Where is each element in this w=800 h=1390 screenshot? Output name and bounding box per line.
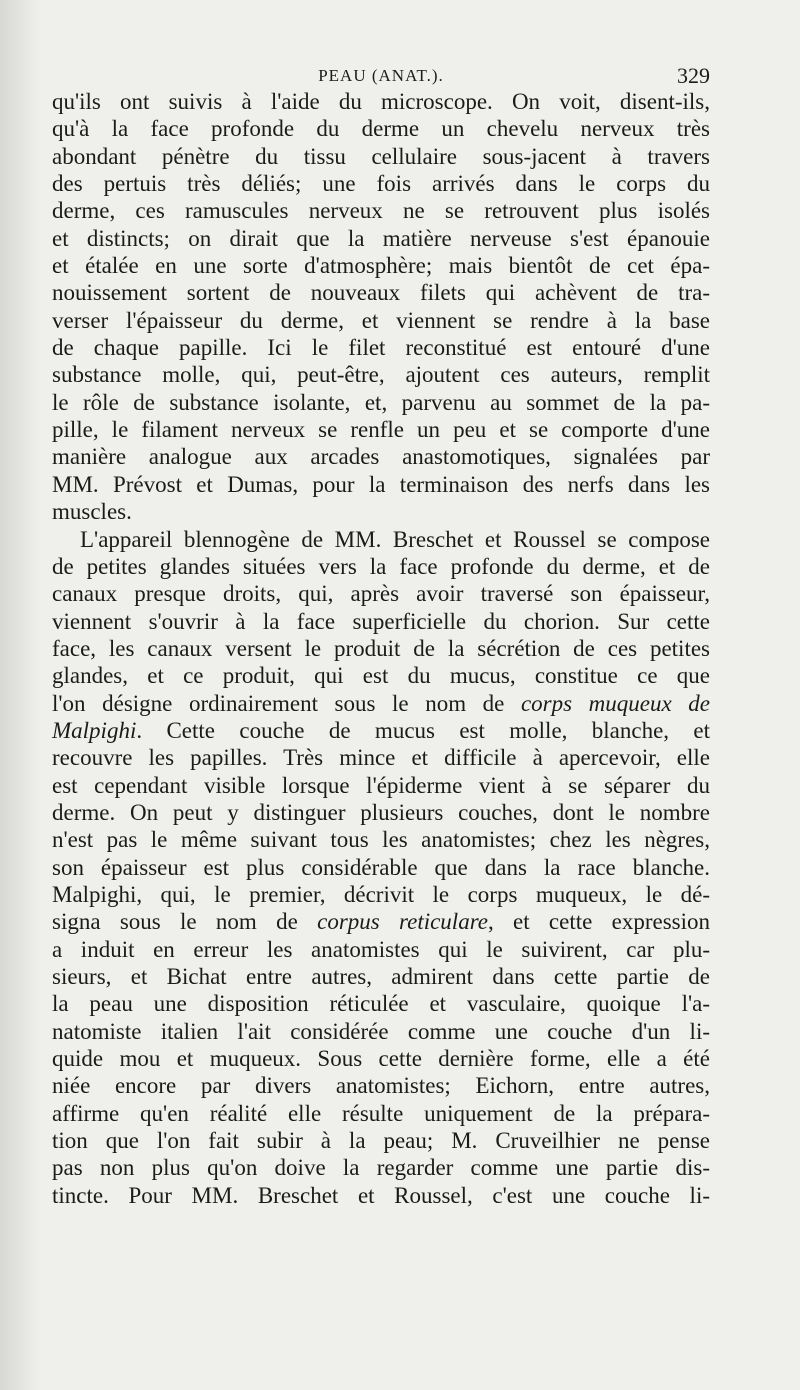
text-line: tion que l'on fait subir à la peau; M. Cruveilhier ne pense [52, 1128, 710, 1154]
text-line: et étalée en une sorte d'atmosphère; mais bientôt de cet épa- [52, 253, 710, 279]
text-line: Malpighi, qui, le premier, décrivit le corps muqueux, le dé- [52, 881, 710, 907]
text-line: qu'ils ont suivis à l'aide du microscope. On voit, disent-ils, [52, 89, 710, 114]
italic-term: corps muqueux de [520, 690, 710, 716]
text-line: face, les canaux versent le produit de la sécrétion de ces petites [52, 635, 710, 661]
text-line: affirme qu'en réalité elle résulte uniquement de la prépara- [52, 1100, 710, 1126]
text-line: verser l'épaisseur du derme, et viennent se rendre à la base [52, 307, 710, 333]
text-line: et distincts; on dirait que la matière nerveuse s'est épanouie [52, 225, 710, 251]
text-line: la peau une disposition réticulée et vasculaire, quoique l'a- [52, 991, 710, 1017]
text-line: L'appareil blennogène de MM. Breschet et Roussel se compose [80, 526, 710, 552]
text-line: nouissement sortent de nouveaux filets qui achèvent de tra- [52, 280, 710, 306]
text-line: MM. Prévost et Dumas, pour la terminaison des nerfs dans les [52, 471, 710, 497]
page-number: 329 [677, 63, 710, 88]
text-line [52, 908, 710, 935]
text-line: n'est pas le même suivant tous les anatomistes; chez les nègres, [52, 827, 710, 853]
text-segment: l'on désigne ordinairement sous le nom de [52, 690, 521, 716]
text-line: derme. On peut y distinguer plusieurs couches, dont le nombre [52, 799, 710, 825]
text-line: le rôle de substance isolante, et, parvenu au sommet de la pa- [52, 389, 710, 415]
text-line: abondant pénètre du tissu cellulaire sous-jacent à travers [52, 143, 710, 169]
text-line: glandes, et ce produit, qui est du mucus, constitue ce que [52, 663, 710, 689]
paragraph-1 [52, 88, 710, 526]
book-page [52, 58, 710, 1209]
text-line: pille, le filament nerveux se renfle un peu et se comporte d'une [52, 417, 710, 443]
text-line: tincte. Pour MM. Breschet et Roussel, c'est une couche li- [52, 1182, 710, 1208]
text-line: recouvre les papilles. Très mince et difficile à apercevoir, elle [52, 745, 710, 771]
text-line: canaux presque droits, qui, après avoir traversé son épaisseur, [52, 581, 710, 607]
text-segment: , et cette expression [488, 909, 710, 935]
text-segment: signa sous le nom de [52, 909, 318, 935]
text-line: viennent s'ouvrir à la face superficielle du chorion. Sur cette [52, 608, 710, 634]
italic-term: corpus reticulare [317, 909, 488, 935]
text-line: quide mou et muqueux. Sous cette dernière forme, elle a été [52, 1046, 710, 1072]
paragraph-2 [52, 526, 710, 1210]
text-line: qu'à la face profonde du derme un chevelu nerveux très [52, 116, 710, 142]
text-line: muscles. [52, 499, 132, 525]
text-line: derme, ces ramuscules nerveux ne se retrouvent plus isolés [52, 198, 710, 224]
text-line: de chaque papille. Ici le filet reconstitué est entouré d'une [52, 335, 710, 361]
running-head: PEAU (ANAT.). [318, 66, 444, 85]
text-line: de petites glandes situées vers la face profonde du derme, et de [52, 553, 710, 579]
text-line: niée encore par divers anatomistes; Eichorn, entre autres, [52, 1073, 710, 1099]
text-line [52, 690, 710, 717]
italic-term: Malpighi [52, 717, 137, 743]
text-line: a induit en erreur les anatomistes qui le suivirent, car plu- [52, 936, 710, 962]
page-header [52, 58, 710, 88]
text-line: pas non plus qu'on doive la regarder comme une partie dis- [52, 1155, 710, 1181]
text-line: des pertuis très déliés; une fois arrivés dans le corps du [52, 171, 710, 197]
page-edge-shadow [0, 0, 40, 1390]
text-line: son épaisseur est plus considérable que dans la race blanche. [52, 854, 710, 880]
text-line [52, 717, 710, 744]
text-line: sieurs, et Bichat entre autres, admirent dans cette partie de [52, 964, 710, 989]
text-segment: . Cette couche de mucus est molle, blanche, et [136, 717, 710, 743]
text-line: est cependant visible lorsque l'épiderme vient à se séparer du [52, 772, 710, 798]
text-line: manière analogue aux arcades anastomotiques, signalées par [52, 444, 710, 470]
text-line: substance molle, qui, peut-être, ajoutent ces auteurs, remplit [52, 362, 710, 388]
text-line: natomiste italien l'ait considérée comme une couche d'un li- [52, 1018, 710, 1044]
